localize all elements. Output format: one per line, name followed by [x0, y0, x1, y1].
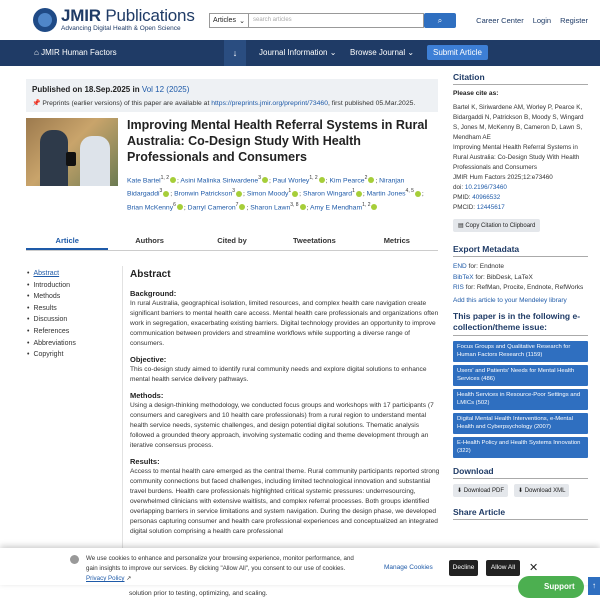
submit-article-button[interactable]: Submit Article: [427, 45, 488, 60]
article-thumbnail-image: [26, 118, 118, 186]
author-link[interactable]: Sharon Lawn: [250, 203, 291, 211]
author-affiliation: 2: [364, 175, 368, 181]
author-link[interactable]: Asini Malinka Siriwardene: [180, 177, 259, 185]
external-link-icon: ↗: [126, 575, 132, 582]
pmid-link[interactable]: 40966532: [472, 194, 501, 201]
right-sidebar: Citation Please cite as: Bartel K, Siriwardene AM, Worley P, Pearce K, Bidargaddi N, Patrickson B, Moody S, Wingard S, Jones M, McKenny B, Cameron D, Lawn S, Mendham AE Improving Mental Health Referral Systems in Rural Australia: Co-Design Study With Health Professionals and Consumers JMIR Hum Factors 2025;12:e73460 doi: 10.2196/73460 PMID: 40966532 PMCID: 12445617 ▤ Copy Citation to Clipboard Export Metadata END for: Endnote BibTeX for: BibDesk, LaTeX RIS for: RefMan, Procite, Endnote, RefWorks Add this article to your Mendeley library This paper is in the following e-collection/theme issue: Focus Groups and Qualitative Research for Human Factors Research (1159) Users' and Patients' Needs for Mental Health Services (486) Health Services in Resource-Poor Settings and LMICs (502) Digital Mental Health Interventions, e-Mental Health and Cyberpsychology (2007) E-Health Policy and Health Systems Innovation (322) Download ⬇ Download PDF ⬇ Download XML Share Article: [453, 72, 588, 525]
copy-citation-button[interactable]: ▤ Copy Citation to Clipboard: [453, 219, 540, 232]
author-link[interactable]: Brian McKenny: [127, 203, 174, 211]
author-affiliation: 1: [288, 188, 292, 195]
article-title: Improving Mental Health Referral Systems in Rural Australia: Co-Design Study With Health Professionals and Consumers: [127, 118, 428, 164]
volume-link[interactable]: Vol 12 (2025): [141, 85, 190, 94]
journal-menu-toggle[interactable]: [224, 40, 246, 66]
author-link[interactable]: Amy E Mendham: [310, 203, 363, 211]
orcid-icon[interactable]: [170, 177, 176, 183]
orcid-icon[interactable]: [236, 191, 242, 197]
author-affiliation: 1: [352, 188, 355, 195]
author-link[interactable]: Martin Jones: [366, 190, 406, 198]
abstract-heading: Abstract: [130, 269, 171, 280]
home-icon: ⌂: [34, 48, 39, 57]
download-pdf-button[interactable]: ⬇ Download PDF: [453, 484, 508, 497]
decline-button[interactable]: Decline: [449, 560, 478, 576]
doi-link[interactable]: 10.2196/73460: [464, 184, 507, 191]
author-link[interactable]: Simon Moody: [246, 190, 289, 198]
share-heading: Share Article: [453, 507, 588, 520]
abstract-section: [122, 266, 440, 566]
article-tabs: [26, 236, 438, 251]
download-xml-button[interactable]: ⬇ Download XML: [514, 484, 569, 497]
published-date: Published on 18.Sep.2025 in: [32, 85, 142, 94]
cite-label: Please cite as:: [453, 90, 499, 97]
author-link[interactable]: Sharon Wingard: [302, 190, 353, 198]
allow-all-button[interactable]: Allow All: [486, 560, 520, 576]
clipboard-icon: ▤: [458, 223, 464, 229]
author-affiliation: 1, 2: [362, 201, 371, 208]
tab-cited-by[interactable]: Cited by: [217, 236, 247, 245]
jmir-logo[interactable]: [33, 7, 195, 32]
download-icon: ⬇: [518, 488, 524, 494]
author-link[interactable]: Paul Worley: [272, 177, 310, 185]
nav-journal-home[interactable]: ⌂ JMIR Human Factors: [34, 48, 117, 57]
tab-tweetations[interactable]: Tweetations: [293, 236, 336, 245]
orcid-icon[interactable]: [371, 204, 377, 210]
abstract-methods: Methods: Using a design-thinking methodology, we conducted focus groups and workshops with 17 participants (7 consumers and caregivers and 10 health care professionals) from a rural region to understand mental health service needs, systemic challenges, and design potential digital solutions. Thematic analysis followed a grounded theory approach, involving systematic coding and theme development through an iterative consensus process.: [130, 391, 434, 449]
abstract-results: Results: Access to mental health care emerged as the central theme. Rural community participants reported strong community connections but faced challenges, including limited technological innovation and substantial travel burdens. Health care professionals highlighted critical systemic pressures: underresourcing, overwhelmed clinicians with extensive waitlists, and complex referral processes. Both groups identified overlapping barriers in service limitations and system navigation. During the design phase, we developed personas capturing consumer and health care professional experiences and conceptualized an integrated digital solution comprising a health care professional: [130, 457, 440, 535]
author-link[interactable]: Kim Pearce: [329, 177, 365, 185]
theme-link[interactable]: Focus Groups and Qualitative Research for Human Factors Research (1159): [453, 341, 588, 362]
nav-journal-information[interactable]: Journal Information ⌄: [259, 48, 337, 57]
abstract-tail-text: solution prior to testing, optimizing, and scaling.: [129, 590, 268, 597]
author-list: Kate Bartel$^{1, 2}$ ; Asini Malinka Siriwardene$^3$ ; Paul Worley$^{1, 2}$ ; Kim Pearce$^2$ ; Niranjan Bidargaddi$^3$ ; Bronwin Patrickson$^3$ ; Simon Moody$^1$ ; Sharon Wingard$^1$ ; Martin Jones$^{4, 5}$ ; Brian McKenny$^6$ ; Darryl Cameron$^7$ ; Sharon Lawn$^{3, 8}$ ; Amy E Mendham$^{1, 2}$: [127, 175, 424, 211]
theme-link[interactable]: E-Health Policy and Health Systems Innovation (322): [453, 437, 588, 458]
manage-cookies-link[interactable]: Manage Cookies: [384, 564, 433, 571]
logo-title: JMIR Publications: [61, 6, 195, 25]
author-affiliation: 3: [159, 188, 163, 195]
export-end-link[interactable]: END: [453, 263, 467, 270]
abstract-objective: Objective: This co-design study aimed to identify rural community needs and explore digital solutions to enhance mental health service delivery pathways.: [130, 355, 427, 383]
close-icon[interactable]: ✕: [529, 562, 539, 574]
toc-introduction[interactable]: Introduction: [33, 281, 71, 289]
orcid-icon[interactable]: [300, 204, 306, 210]
author-link[interactable]: Bronwin Patrickson: [174, 190, 233, 198]
arrow-down-icon: ↓: [232, 48, 238, 58]
search-icon: ⌕: [437, 16, 443, 25]
preprint-link[interactable]: https://preprints.jmir.org/preprint/73460: [211, 100, 328, 107]
author-affiliation: 4, 5: [405, 188, 414, 195]
nav-browse-journal[interactable]: Browse Journal ⌄: [350, 48, 415, 57]
top-header: [0, 0, 600, 40]
author-affiliation: 1, 2: [309, 175, 318, 181]
orcid-icon[interactable]: [356, 191, 362, 197]
privacy-policy-link[interactable]: Privacy Policy: [86, 575, 125, 582]
preprint-date: , first published 05.Mar.2025.: [327, 100, 416, 107]
toc-abbreviations[interactable]: Abbreviations: [33, 339, 76, 347]
pmcid-link[interactable]: 12445617: [476, 204, 505, 211]
main-nav: [0, 40, 600, 66]
orcid-icon[interactable]: [262, 177, 268, 183]
logo-subtitle: Advancing Digital Health & Open Science: [61, 25, 181, 32]
author-affiliation: 3: [258, 175, 261, 181]
author-link[interactable]: Kate Bartel: [127, 177, 161, 185]
theme-link[interactable]: Digital Mental Health Interventions, e-Mental Health and Cyberpsychology (2007): [453, 413, 588, 434]
search-scope-select[interactable]: Articles ⌄: [209, 13, 249, 28]
theme-link[interactable]: Users' and Patients' Needs for Mental Health Services (486): [453, 365, 588, 386]
toc-discussion[interactable]: Discussion: [33, 316, 68, 324]
toc-abstract[interactable]: Abstract: [33, 270, 60, 277]
orcid-icon[interactable]: [163, 191, 169, 197]
table-of-contents: [27, 270, 76, 363]
citation-text: Bartel K, Siriwardene AM, Worley P, Pearce K, Bidargaddi N, Patrickson B, Moody S, Wingard S, Jones M, McKenny B, Cameron D, Lawn S, Mendham AE Improving Mental Health Referral Systems in Rural Australia: Co-Design Study With Health Professionals and Consumers JMIR Hum Factors 2025;12:e73460 doi: 10.2196/73460 PMID: 40966532 PMCID: 12445617: [453, 104, 584, 211]
author-link[interactable]: Niranjan Bidargaddi: [127, 177, 405, 198]
author-affiliation: 7: [235, 201, 239, 208]
tab-metrics[interactable]: Metrics: [383, 236, 410, 245]
orcid-icon[interactable]: [368, 177, 374, 183]
search-button[interactable]: [424, 13, 456, 28]
orcid-icon[interactable]: [319, 177, 325, 183]
author-affiliation: 6: [173, 201, 176, 208]
export-heading: Export Metadata: [453, 244, 588, 257]
logo-globe-icon: [33, 8, 57, 32]
career-center-link[interactable]: Career Center: [476, 16, 524, 25]
cookie-text: We use cookies to enhance and personalize your browsing experience, monitor performance, and gain insights to improve our services. By clicking "Allow All", you consent to our use of cookies.: [86, 555, 354, 572]
author-affiliation: 3, 8: [290, 201, 299, 208]
mendeley-link[interactable]: Add this article to your Mendeley library: [453, 296, 567, 304]
author-affiliation: 1, 2: [160, 175, 169, 181]
author-affiliation: 3: [232, 188, 236, 195]
support-button[interactable]: Support: [518, 576, 584, 598]
orcid-icon[interactable]: [292, 191, 298, 197]
cookie-banner: [0, 548, 600, 585]
toc-references[interactable]: References: [33, 327, 70, 335]
collection-heading: This paper is in the following e-collection/theme issue:: [453, 311, 588, 336]
toc-methods[interactable]: Methods: [33, 293, 61, 301]
tab-article[interactable]: Article: [26, 236, 108, 250]
author-link[interactable]: Darryl Cameron: [187, 203, 236, 211]
orcid-icon[interactable]: [239, 204, 245, 210]
search-bar: [209, 13, 456, 28]
register-link[interactable]: Register: [560, 16, 588, 25]
download-heading: Download: [453, 466, 588, 479]
orcid-icon[interactable]: [415, 191, 421, 197]
scroll-top-icon[interactable]: ↑: [588, 577, 600, 595]
theme-link[interactable]: Health Services in Resource-Poor Settings and LMICs (502): [453, 389, 588, 410]
orcid-icon[interactable]: [177, 204, 183, 210]
toc-copyright[interactable]: Copyright: [33, 351, 64, 359]
export-ris-link[interactable]: RIS: [453, 284, 464, 291]
pin-icon: 📌: [32, 100, 41, 107]
login-link[interactable]: Login: [532, 16, 552, 25]
citation-heading: Citation: [453, 72, 588, 85]
tab-authors[interactable]: Authors: [135, 236, 164, 245]
search-input[interactable]: search articles: [249, 13, 424, 28]
preprint-text: Preprints (earlier versions) of this paper are available at: [42, 100, 212, 107]
abstract-background: Background: In rural Australia, geographical isolation, limited resources, and complex health care navigation create significant barriers to mental health care access. Mental health care professionals and organizations often work in segregation, exacerbating existing barriers. Digital technology provides an opportunity to improve communication between providers and streamline workflows while supporting a diverse range of consumers.: [130, 289, 439, 347]
export-bibtex-link[interactable]: BibTeX: [453, 273, 474, 281]
toc-results[interactable]: Results: [33, 304, 57, 312]
download-icon: ⬇: [457, 488, 463, 494]
publication-info: [26, 79, 438, 112]
cookie-icon: [70, 555, 79, 564]
chevron-down-icon: ⌄: [239, 17, 245, 25]
